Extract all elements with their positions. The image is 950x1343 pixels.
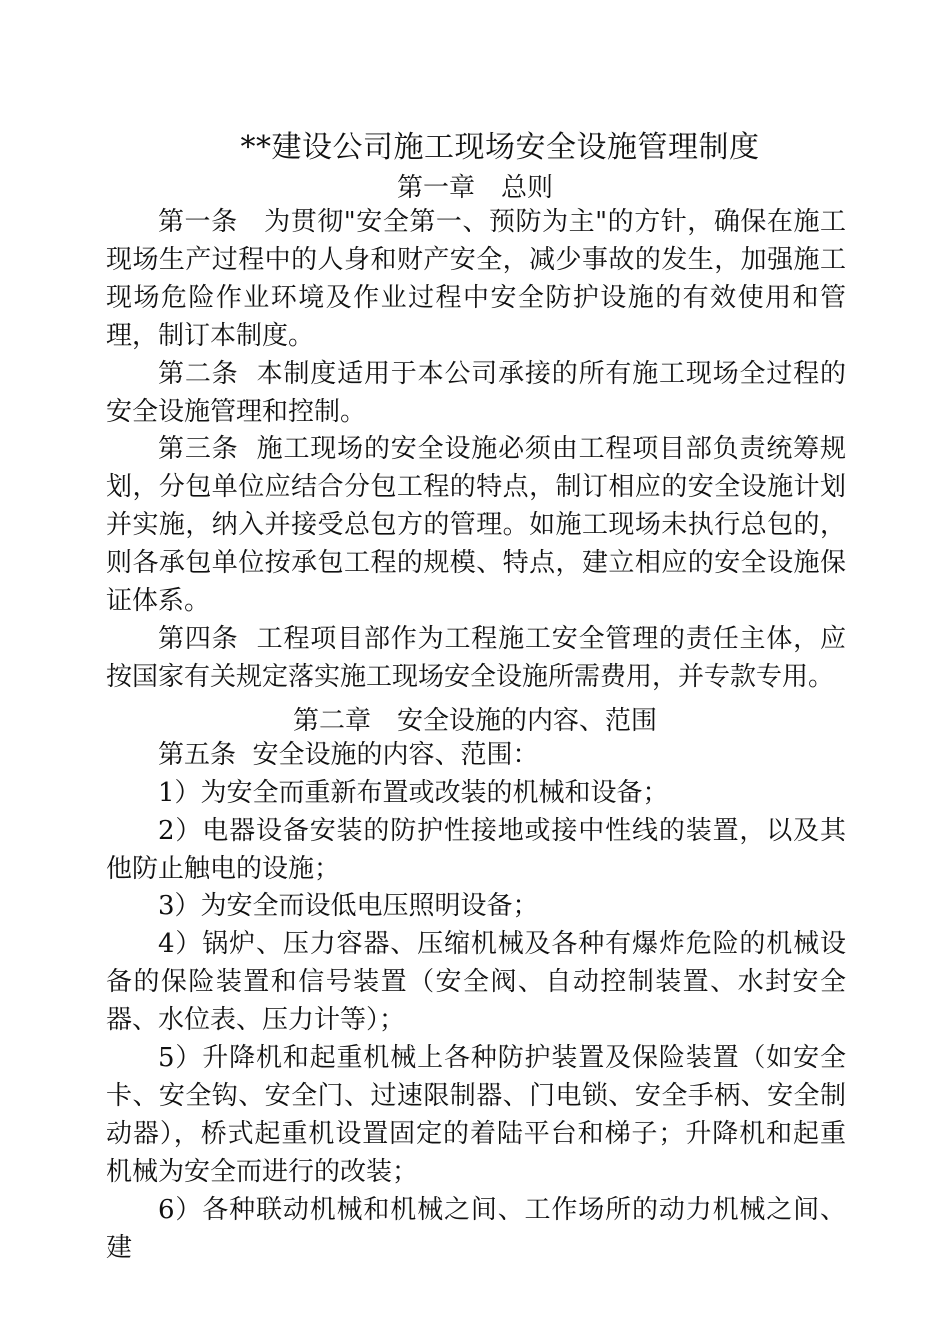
list-item-2: 2）电器设备安装的防护性接地或接中性线的装置，以及其他防止触电的设施； [106,815,846,884]
article-3: 第三条 施工现场的安全设施必须由工程项目部负责统筹规划，分包单位应结合分包工程的特点，制订相应的安全设施计划并实施，纳入并接受总包方的管理。如施工现场未执行总包的，则各承包单位按承包工程的规模、特点，建立相应的安全设施保证体系。 [106,434,846,617]
article-1: 第一条 为贯彻"安全第一、预防为主"的方针，确保在施工现场生产过程中的人身和财产安全，减少事故的发生，加强施工现场危险作业环境及作业过程中安全防护设施的有效使用和管理，制订本制度。 [106,207,846,351]
article-2: 第二条 本制度适用于本公司承接的所有施工现场全过程的安全设施管理和控制。 [106,358,846,427]
list-item-1: 1）为安全而重新布置或改装的机械和设备； [158,777,669,808]
chapter-heading-1: 第一章 总则 [396,173,553,203]
list-item-5: 5）升降机和起重机械上各种防护装置及保险装置（如安全卡、安全钩、安全门、过速限制器、门电锁、安全手柄、安全制动器），桥式起重机设置固定的着陆平台和梯子；升降机和起重机械为安全而进行的改装； [106,1043,846,1187]
list-item-4: 4）锅炉、压力容器、压缩机械及各种有爆炸危险的机械设备的保险装置和信号装置（安全阀、自动控制装置、水封安全器、水位表、压力计等）； [106,929,846,1036]
list-item-3: 3）为安全而设低电压照明设备； [158,891,539,922]
document-title: **建设公司施工现场安全设施管理制度 [240,130,760,165]
chapter-heading-2: 第二章 安全设施的内容、范围 [292,706,657,736]
article-4: 第四条 工程项目部作为工程施工安全管理的责任主体，应按国家有关规定落实施工现场安全设施所需费用，并专款专用。 [106,623,846,692]
list-item-6: 6）各种联动机械和机械之间、工作场所的动力机械之间、建 [106,1194,846,1263]
article-5: 第五条 安全设施的内容、范围： [158,739,539,770]
